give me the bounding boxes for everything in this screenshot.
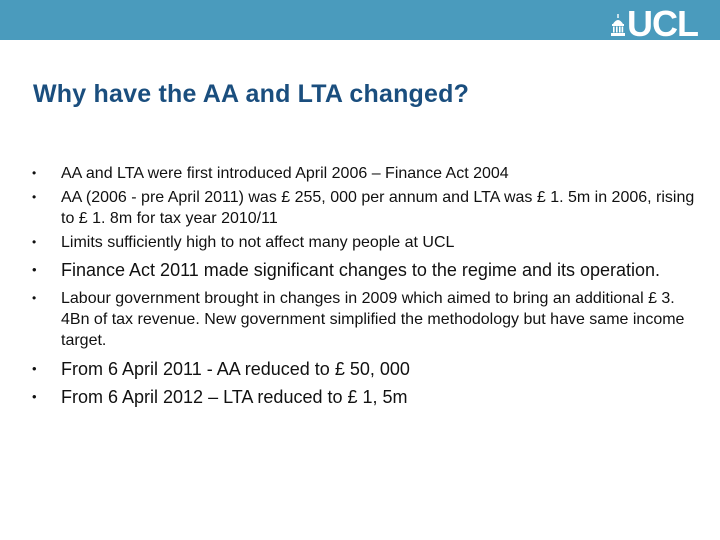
bullet-item [30,163,700,184]
ucl-logo [611,3,698,44]
bullet-text: From 6 April 2011 - AA reduced to £ 50, 000 [61,359,410,379]
bullet-marker: • [32,262,37,277]
logo-text: UCL [627,3,698,44]
portico-dome-icon [611,14,625,36]
bullet-list [30,163,700,409]
slide-title: Why have the AA and LTA changed? [33,80,470,108]
bullet-item [30,187,700,229]
bullet-marker: • [32,361,37,376]
bullet-item [30,385,700,409]
bullet-item [30,258,700,282]
bullet-marker: • [32,235,37,249]
bullet-text: AA and LTA were first introduced April 2006 – Finance Act 2004 [61,165,509,182]
bullet-text: Finance Act 2011 made significant changes to the regime and its operation. [61,260,661,280]
bullet-item [30,232,700,253]
bullet-text: From 6 April 2012 – LTA reduced to £ 1, 5m [61,387,408,407]
bullet-marker: • [32,166,37,180]
bullet-text: Limits sufficiently high to not affect many people at UCL [61,234,455,251]
bullet-item [30,288,700,351]
bullet-marker: • [32,389,37,404]
bullet-item [30,357,700,381]
bullet-text: Labour government brought in changes in 2009 which aimed to bring an additional £ 3. 4Bn of tax revenue. New government simplified the methodology but have same income target. [61,290,685,349]
bullet-text: AA (2006 - pre April 2011) was £ 255, 000 per annum and LTA was £ 1. 5m in 2006, rising to £ 1. 8m for tax year 2010/11 [61,189,695,227]
header-bar [0,0,720,44]
bullet-marker: • [32,190,37,204]
bullet-marker: • [32,291,37,305]
